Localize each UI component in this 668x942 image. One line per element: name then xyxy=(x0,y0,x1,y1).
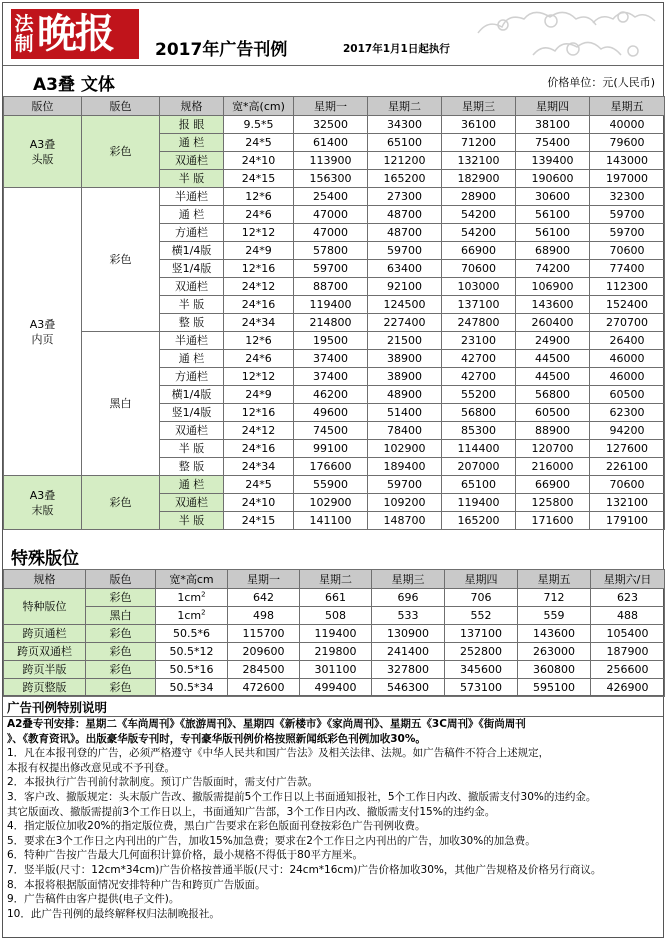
spec-cell: 半 版 xyxy=(160,440,224,458)
section-title: A3叠 文体 xyxy=(33,75,115,95)
price-cell: 661 xyxy=(300,589,372,607)
price-cell: 260400 xyxy=(516,314,590,332)
price-cell: 38900 xyxy=(368,350,442,368)
color-cell: 彩色 xyxy=(86,643,156,661)
price-cell: 26400 xyxy=(590,332,665,350)
price-unit: 价格单位：元(人民币) xyxy=(547,76,655,89)
price-cell: 70600 xyxy=(590,476,665,494)
price-cell: 190600 xyxy=(516,170,590,188)
price-cell: 182900 xyxy=(442,170,516,188)
price-cell: 38100 xyxy=(516,116,590,134)
position-cell xyxy=(4,476,82,530)
price-cell: 115700 xyxy=(228,625,300,643)
price-cell: 70600 xyxy=(590,242,665,260)
price-cell: 78400 xyxy=(368,422,442,440)
position-label: A3叠 xyxy=(29,317,56,331)
column-header: 规格 xyxy=(4,570,86,589)
size-cell: 24*5 xyxy=(224,134,294,152)
price-cell: 499400 xyxy=(300,679,372,697)
price-cell: 227400 xyxy=(368,314,442,332)
price-cell: 102900 xyxy=(368,440,442,458)
price-cell: 24900 xyxy=(516,332,590,350)
spec-cell: 通 栏 xyxy=(160,350,224,368)
price-cell: 46200 xyxy=(294,386,368,404)
column-header: 星期二 xyxy=(300,570,372,589)
price-cell: 55200 xyxy=(442,386,516,404)
price-cell: 219800 xyxy=(300,643,372,661)
price-cell: 60500 xyxy=(590,386,665,404)
price-cell: 27300 xyxy=(368,188,442,206)
price-cell: 60500 xyxy=(516,404,590,422)
price-cell: 40000 xyxy=(590,116,665,134)
price-cell: 508 xyxy=(300,607,372,625)
spec-cell: 横1/4版 xyxy=(160,242,224,260)
price-cell: 256600 xyxy=(591,661,665,679)
price-cell: 109200 xyxy=(368,494,442,512)
price-cell: 165200 xyxy=(442,512,516,530)
price-cell: 127600 xyxy=(590,440,665,458)
color-cell: 彩色 xyxy=(86,679,156,697)
section-a3-header xyxy=(3,65,663,96)
price-cell: 209600 xyxy=(228,643,300,661)
price-cell: 121200 xyxy=(368,152,442,170)
column-header: 宽*高(cm) xyxy=(224,97,294,116)
price-cell: 207000 xyxy=(442,458,516,476)
newspaper-logo xyxy=(11,9,139,59)
a3-rate-table xyxy=(3,96,665,530)
price-cell: 34300 xyxy=(368,116,442,134)
note-line: 3．客户改、撤版规定：头末版广告改、撤版需提前5个工作日以上书面通知报社，5个工作日内改、撤版需支付30%的违约金。 xyxy=(7,790,597,803)
price-cell: 47000 xyxy=(294,206,368,224)
size-cell: 24*9 xyxy=(224,386,294,404)
price-cell: 61400 xyxy=(294,134,368,152)
price-cell: 125800 xyxy=(516,494,590,512)
spec-cell: 特种版位 xyxy=(4,589,86,625)
cloud-decoration-icon xyxy=(473,3,663,65)
price-cell: 46000 xyxy=(590,368,665,386)
spec-cell: 双通栏 xyxy=(160,494,224,512)
table-row xyxy=(4,607,665,625)
size-cell: 24*10 xyxy=(224,494,294,512)
price-cell: 143600 xyxy=(518,625,591,643)
note-line: 8．本报将根据版面情况安排特种广告和跨页广告版面。 xyxy=(7,878,266,891)
column-header: 星期五 xyxy=(518,570,591,589)
price-cell: 48700 xyxy=(368,224,442,242)
price-cell: 263000 xyxy=(518,643,591,661)
price-cell: 70600 xyxy=(442,260,516,278)
logo-text: 晚报 xyxy=(37,10,113,57)
price-cell: 114400 xyxy=(442,440,516,458)
price-cell: 143000 xyxy=(590,152,665,170)
note-line: 9．广告稿件由客户提供(电子文件)。 xyxy=(7,893,180,906)
column-header: 版位 xyxy=(4,97,82,116)
logo-char-2: 制 xyxy=(14,33,34,55)
price-cell: 105400 xyxy=(591,625,665,643)
color-cell: 彩色 xyxy=(86,661,156,679)
column-header: 星期三 xyxy=(372,570,445,589)
spec-cell: 通 栏 xyxy=(160,206,224,224)
rate-card-page xyxy=(2,2,664,938)
spec-cell: 半通栏 xyxy=(160,188,224,206)
price-cell: 68900 xyxy=(516,242,590,260)
size-cell: 12*12 xyxy=(224,368,294,386)
price-cell: 642 xyxy=(228,589,300,607)
spec-cell: 跨页双通栏 xyxy=(4,643,86,661)
size-cell: 24*10 xyxy=(224,152,294,170)
price-cell: 88700 xyxy=(294,278,368,296)
size-cell: 9.5*5 xyxy=(224,116,294,134)
price-cell: 59700 xyxy=(590,206,665,224)
price-cell: 112300 xyxy=(590,278,665,296)
note-line: A2叠专刊安排：星期二《车尚周刊》《旅游周刊》、星期四《新楼市》《家尚周刊》、星期五《3C周刊》《街尚周刊 xyxy=(7,718,526,730)
color-cell: 彩色 xyxy=(82,116,160,188)
price-cell: 345600 xyxy=(445,661,518,679)
price-cell: 301100 xyxy=(300,661,372,679)
spec-cell: 竖1/4版 xyxy=(160,404,224,422)
price-cell: 132100 xyxy=(442,152,516,170)
column-header: 星期三 xyxy=(442,97,516,116)
price-cell: 187900 xyxy=(591,643,665,661)
price-cell: 57800 xyxy=(294,242,368,260)
spec-cell: 整 版 xyxy=(160,314,224,332)
spec-cell: 半 版 xyxy=(160,170,224,188)
price-cell: 152400 xyxy=(590,296,665,314)
note-line: 10．此广告刊例的最终解释权归法制晚报社。 xyxy=(7,907,220,920)
price-cell: 124500 xyxy=(368,296,442,314)
price-cell: 179100 xyxy=(590,512,665,530)
price-cell: 42700 xyxy=(442,368,516,386)
price-cell: 102900 xyxy=(294,494,368,512)
price-cell: 171600 xyxy=(516,512,590,530)
price-cell: 113900 xyxy=(294,152,368,170)
color-cell: 黑白 xyxy=(82,332,160,476)
column-header: 星期六/日 xyxy=(591,570,665,589)
price-cell: 103000 xyxy=(442,278,516,296)
price-cell: 75400 xyxy=(516,134,590,152)
price-cell: 139400 xyxy=(516,152,590,170)
table-row xyxy=(4,116,665,134)
column-header: 星期一 xyxy=(294,97,368,116)
price-cell: 130900 xyxy=(372,625,445,643)
table-row xyxy=(4,188,665,206)
position-cell xyxy=(4,116,82,188)
note-line: 6．特种广告按广告最大几何面积计算价格，最小规格不得低于80平方厘米。 xyxy=(7,849,364,862)
price-cell: 65100 xyxy=(442,476,516,494)
price-cell: 56100 xyxy=(516,224,590,242)
header xyxy=(3,3,663,65)
price-cell: 59700 xyxy=(590,224,665,242)
size-cell: 12*12 xyxy=(224,224,294,242)
table-row xyxy=(4,332,665,350)
price-cell: 42700 xyxy=(442,350,516,368)
size-cell: 24*34 xyxy=(224,314,294,332)
spec-cell: 双通栏 xyxy=(160,278,224,296)
price-cell: 37400 xyxy=(294,350,368,368)
size-cell: 12*6 xyxy=(224,332,294,350)
spec-cell: 跨页通栏 xyxy=(4,625,86,643)
price-cell: 533 xyxy=(372,607,445,625)
color-cell: 彩色 xyxy=(86,625,156,643)
price-cell: 19500 xyxy=(294,332,368,350)
price-cell: 197000 xyxy=(590,170,665,188)
spec-cell: 横1/4版 xyxy=(160,386,224,404)
price-cell: 48700 xyxy=(368,206,442,224)
spec-cell: 通 栏 xyxy=(160,476,224,494)
color-cell: 彩色 xyxy=(86,589,156,607)
spec-cell: 方通栏 xyxy=(160,224,224,242)
price-cell: 706 xyxy=(445,589,518,607)
color-cell: 彩色 xyxy=(82,188,160,332)
spec-cell: 通 栏 xyxy=(160,134,224,152)
column-header: 规格 xyxy=(160,97,224,116)
price-cell: 46000 xyxy=(590,350,665,368)
price-cell: 66900 xyxy=(516,476,590,494)
color-cell: 彩色 xyxy=(82,476,160,530)
logo-char-1: 法 xyxy=(14,13,34,35)
price-cell: 48900 xyxy=(368,386,442,404)
price-cell: 49600 xyxy=(294,404,368,422)
price-cell: 156300 xyxy=(294,170,368,188)
price-cell: 247800 xyxy=(442,314,516,332)
column-header: 星期一 xyxy=(228,570,300,589)
price-cell: 36100 xyxy=(442,116,516,134)
note-line: 》、《教育资讯》。出版豪华版专刊时，专刊豪华版刊例价格按照新闻纸彩色刊例加收30%。 xyxy=(7,732,426,745)
price-cell: 51400 xyxy=(368,404,442,422)
price-cell: 59700 xyxy=(294,260,368,278)
spec-cell: 双通栏 xyxy=(160,422,224,440)
price-cell: 56100 xyxy=(516,206,590,224)
notes-title: 广告刊例特别说明 xyxy=(3,695,663,717)
table-row xyxy=(4,643,665,661)
size-cell: 50.5*34 xyxy=(156,679,228,697)
price-cell: 143600 xyxy=(516,296,590,314)
price-cell: 426900 xyxy=(591,679,665,697)
size-cell: 24*6 xyxy=(224,206,294,224)
price-cell: 56800 xyxy=(442,404,516,422)
column-header: 星期二 xyxy=(368,97,442,116)
price-cell: 137100 xyxy=(445,625,518,643)
price-cell: 696 xyxy=(372,589,445,607)
column-header: 星期五 xyxy=(590,97,665,116)
size-cell: 24*9 xyxy=(224,242,294,260)
price-cell: 99100 xyxy=(294,440,368,458)
note-line: 2．本报执行广告刊前付款制度。预订广告版面时，需支付广告款。 xyxy=(7,776,319,789)
price-cell: 21500 xyxy=(368,332,442,350)
spec-cell: 方通栏 xyxy=(160,368,224,386)
note-line: 其它版面改、撤版需提前3个工作日以上，书面通知广告部，3个工作日内改、撤版需支付15%的违约金。 xyxy=(7,805,496,818)
price-cell: 74500 xyxy=(294,422,368,440)
column-header: 版色 xyxy=(82,97,160,116)
price-cell: 120700 xyxy=(516,440,590,458)
table-header-row xyxy=(4,97,665,116)
position-label: A3叠 xyxy=(29,137,56,151)
price-cell: 71200 xyxy=(442,134,516,152)
size-exponent: 2 xyxy=(201,590,206,599)
position-label: A3叠 xyxy=(29,488,56,502)
note-line: 1．凡在本报刊登的广告，必须严格遵守《中华人民共和国广告法》及相关法律、法规。如广告稿件不符合上述规定， xyxy=(7,747,550,760)
price-cell: 595100 xyxy=(518,679,591,697)
note-line: 本报有权提出修改意见或不予刊登。 xyxy=(7,761,175,774)
spec-cell: 半 版 xyxy=(160,512,224,530)
price-cell: 552 xyxy=(445,607,518,625)
size-cell: 24*16 xyxy=(224,296,294,314)
price-cell: 148700 xyxy=(368,512,442,530)
page-title: 2017年广告刊例 xyxy=(155,40,288,60)
price-cell: 137100 xyxy=(442,296,516,314)
price-cell: 712 xyxy=(518,589,591,607)
price-cell: 327800 xyxy=(372,661,445,679)
position-label: 头版 xyxy=(31,152,54,166)
size-cell xyxy=(156,607,228,625)
position-cell xyxy=(4,188,82,476)
spec-cell: 跨页整版 xyxy=(4,679,86,697)
position-label: 末版 xyxy=(31,503,54,517)
note-line: 7．竖半版(尺寸：12cm*34cm)广告价格按普通半版(尺寸：24cm*16cm)广告价格加收30%，其他广告规格及价格另行商议。 xyxy=(7,863,602,876)
price-cell: 59700 xyxy=(368,476,442,494)
price-cell: 56800 xyxy=(516,386,590,404)
price-cell: 270700 xyxy=(590,314,665,332)
notes-section xyxy=(3,695,663,921)
size-value: 1cm xyxy=(177,591,202,604)
price-cell: 119400 xyxy=(300,625,372,643)
price-cell: 92100 xyxy=(368,278,442,296)
price-cell: 79600 xyxy=(590,134,665,152)
price-cell: 141100 xyxy=(294,512,368,530)
price-cell: 65100 xyxy=(368,134,442,152)
spec-cell: 整 版 xyxy=(160,458,224,476)
price-cell: 30600 xyxy=(516,188,590,206)
size-cell: 24*15 xyxy=(224,170,294,188)
price-cell: 32300 xyxy=(590,188,665,206)
price-cell: 38900 xyxy=(368,368,442,386)
note-line: 5．要求在3个工作日之内刊出的广告，加收15%加急费；要求在2个工作日之内刊出的广告，加收30%的加急费。 xyxy=(7,834,536,847)
table-header-row xyxy=(4,570,665,589)
size-exponent: 2 xyxy=(201,608,206,617)
price-cell: 47000 xyxy=(294,224,368,242)
size-cell: 24*15 xyxy=(224,512,294,530)
price-cell: 165200 xyxy=(368,170,442,188)
price-cell: 54200 xyxy=(442,224,516,242)
price-cell: 25400 xyxy=(294,188,368,206)
special-rate-table xyxy=(3,569,665,697)
price-cell: 573100 xyxy=(445,679,518,697)
price-cell: 226100 xyxy=(590,458,665,476)
spec-cell: 双通栏 xyxy=(160,152,224,170)
size-cell: 24*16 xyxy=(224,440,294,458)
spec-cell: 竖1/4版 xyxy=(160,260,224,278)
price-cell: 216000 xyxy=(516,458,590,476)
price-cell: 132100 xyxy=(590,494,665,512)
price-cell: 77400 xyxy=(590,260,665,278)
section-special-header xyxy=(3,542,663,568)
price-cell: 546300 xyxy=(372,679,445,697)
column-header: 版色 xyxy=(86,570,156,589)
price-cell: 23100 xyxy=(442,332,516,350)
size-cell xyxy=(156,589,228,607)
spec-cell: 跨页半版 xyxy=(4,661,86,679)
column-header: 宽*高cm xyxy=(156,570,228,589)
price-cell: 44500 xyxy=(516,368,590,386)
section-title: 特殊版位 xyxy=(11,549,79,569)
price-cell: 189400 xyxy=(368,458,442,476)
price-cell: 472600 xyxy=(228,679,300,697)
price-cell: 214800 xyxy=(294,314,368,332)
price-cell: 74200 xyxy=(516,260,590,278)
price-cell: 106900 xyxy=(516,278,590,296)
price-cell: 241400 xyxy=(372,643,445,661)
price-cell: 37400 xyxy=(294,368,368,386)
table-row xyxy=(4,625,665,643)
size-cell: 24*5 xyxy=(224,476,294,494)
spec-cell: 报 眼 xyxy=(160,116,224,134)
price-cell: 63400 xyxy=(368,260,442,278)
spec-cell: 半 版 xyxy=(160,296,224,314)
table-row xyxy=(4,661,665,679)
spec-cell: 半通栏 xyxy=(160,332,224,350)
price-cell: 623 xyxy=(591,589,665,607)
price-cell: 85300 xyxy=(442,422,516,440)
position-label: 内页 xyxy=(31,332,54,346)
note-line: 4．指定版位加收20%的指定版位费，黑白广告要求在彩色版面刊登按彩色广告刊例收费。 xyxy=(7,820,426,833)
table-row xyxy=(4,679,665,697)
size-cell: 12*6 xyxy=(224,188,294,206)
price-cell: 88900 xyxy=(516,422,590,440)
column-header: 星期四 xyxy=(445,570,518,589)
price-cell: 54200 xyxy=(442,206,516,224)
price-cell: 488 xyxy=(591,607,665,625)
price-cell: 44500 xyxy=(516,350,590,368)
price-cell: 360800 xyxy=(518,661,591,679)
column-header: 星期四 xyxy=(516,97,590,116)
price-cell: 32500 xyxy=(294,116,368,134)
effective-date: 2017年1月1日起执行 xyxy=(343,43,450,55)
table-row xyxy=(4,589,665,607)
price-cell: 28900 xyxy=(442,188,516,206)
size-cell: 24*34 xyxy=(224,458,294,476)
price-cell: 62300 xyxy=(590,404,665,422)
size-cell: 50.5*16 xyxy=(156,661,228,679)
table-row xyxy=(4,476,665,494)
price-cell: 119400 xyxy=(442,494,516,512)
price-cell: 94200 xyxy=(590,422,665,440)
size-cell: 12*16 xyxy=(224,404,294,422)
size-cell: 50.5*6 xyxy=(156,625,228,643)
size-cell: 50.5*12 xyxy=(156,643,228,661)
size-cell: 24*12 xyxy=(224,422,294,440)
price-cell: 119400 xyxy=(294,296,368,314)
price-cell: 284500 xyxy=(228,661,300,679)
price-cell: 559 xyxy=(518,607,591,625)
size-cell: 24*12 xyxy=(224,278,294,296)
price-cell: 498 xyxy=(228,607,300,625)
price-cell: 55900 xyxy=(294,476,368,494)
price-cell: 176600 xyxy=(294,458,368,476)
price-cell: 252800 xyxy=(445,643,518,661)
size-cell: 12*16 xyxy=(224,260,294,278)
price-cell: 59700 xyxy=(368,242,442,260)
size-value: 1cm xyxy=(177,609,202,622)
size-cell: 24*6 xyxy=(224,350,294,368)
color-cell: 黑白 xyxy=(86,607,156,625)
price-cell: 66900 xyxy=(442,242,516,260)
